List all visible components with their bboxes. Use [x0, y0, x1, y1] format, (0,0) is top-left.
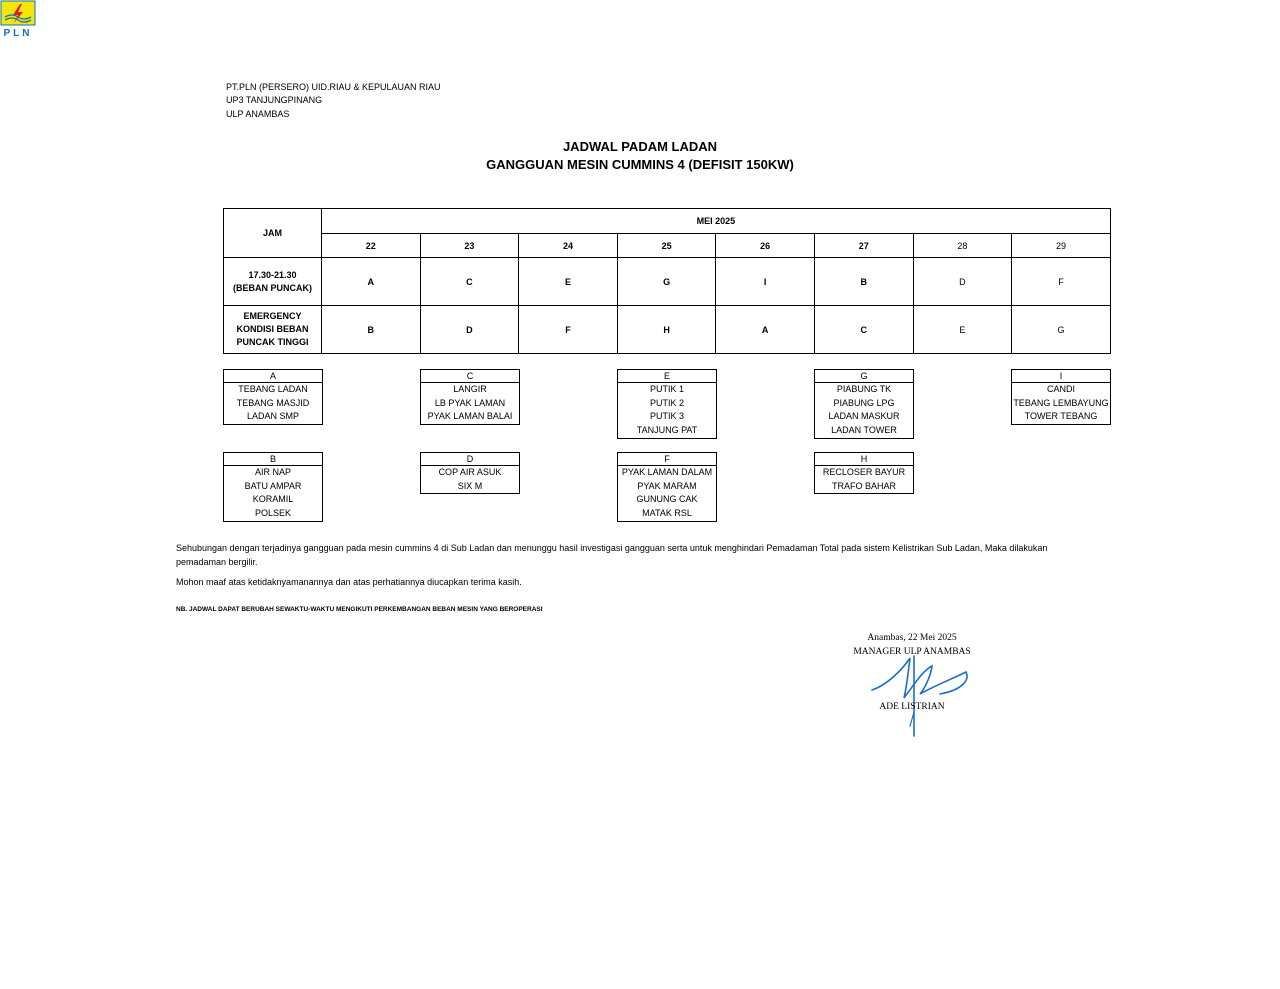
schedule-cell: E [913, 306, 1012, 354]
group-name: I [1012, 370, 1110, 383]
group-item: LADAN SMP [246, 411, 299, 422]
group-item: CANDI [1046, 384, 1075, 394]
group-item: RECLOSER BAYUR [822, 467, 906, 477]
signature-scribble [862, 650, 972, 740]
group-item: TOWER TEBANG [1024, 411, 1098, 422]
schedule-cell: F [519, 306, 618, 354]
group-item: COP AIR ASUK [438, 467, 502, 477]
logo-text: PLN [3, 28, 33, 38]
group-box-e [617, 369, 717, 439]
row-label-line: PUNCAK TINGGI [236, 337, 309, 347]
group-name: H [815, 453, 913, 466]
pln-logo [0, 0, 38, 38]
group-item: TEBANG MASJID [236, 397, 310, 408]
group-item: PYAK LAMAN BALAI [427, 411, 513, 422]
group-box-a [223, 369, 323, 425]
date-header: 25 [617, 234, 716, 258]
date-header: 26 [716, 234, 815, 258]
schedule-cell: A [716, 306, 815, 354]
group-item: PIABUNG TK [836, 384, 892, 394]
group-item: PUTIK 2 [649, 397, 684, 408]
group-item: TRAFO BAHAR [831, 480, 896, 491]
group-name: F [618, 453, 716, 466]
schedule-cell: D [913, 258, 1012, 306]
group-name: B [224, 453, 322, 466]
group-name: D [421, 453, 519, 466]
date-header: 29 [1012, 234, 1111, 258]
group-item: SIX M [457, 480, 483, 491]
org-line-3: ULP ANAMBAS [226, 109, 290, 119]
month-header: MEI 2025 [322, 209, 1111, 234]
group-item: MATAK RSL [642, 508, 692, 519]
apology-paragraph: Mohon maaf atas ketidaknyamanannya dan atas perhatiannya diucapkan terima kasih. [176, 577, 522, 587]
group-name: C [421, 370, 519, 383]
group-item: LB PYAK LAMAN [434, 397, 506, 408]
group-item: PYAK LAMAN DALAM [621, 467, 713, 477]
group-item: LADAN TOWER [831, 425, 897, 436]
group-box-d [420, 452, 520, 494]
date-header: 23 [420, 234, 519, 258]
signature-name: ADE LISTRIAN [879, 702, 945, 712]
group-item: LANGIR [453, 384, 487, 394]
group-box-i [1011, 369, 1111, 425]
row-label-emergency [224, 306, 322, 354]
group-box-h [814, 452, 914, 494]
page-title: JADWAL PADAM LADAN [562, 139, 718, 154]
group-item: AIR NAP [254, 467, 291, 477]
group-item: PUTIK 1 [649, 384, 684, 394]
group-name: A [224, 370, 322, 383]
schedule-cell: I [716, 258, 815, 306]
table-row-emergency [224, 306, 1111, 354]
signature-position: MANAGER ULP ANAMBAS [853, 647, 971, 657]
group-box-b [223, 452, 323, 522]
schedule-cell: E [519, 258, 618, 306]
group-box-g [814, 369, 914, 439]
group-item: TEBANG LADAN [238, 384, 308, 394]
row-label-line: EMERGENCY [243, 311, 302, 321]
schedule-cell: G [617, 258, 716, 306]
date-header: 27 [814, 234, 913, 258]
group-item: BATU AMPAR [244, 480, 302, 491]
row-label-line: (BEBAN PUNCAK) [233, 282, 312, 293]
group-item: POLSEK [254, 508, 292, 519]
group-item: LADAN MASKUR [828, 411, 900, 422]
row-label-peak [224, 258, 322, 306]
page-subtitle: GANGGUAN MESIN CUMMINS 4 (DEFISIT 150KW) [486, 157, 794, 172]
group-item: GUNUNG CAK [636, 494, 698, 505]
table-row-peak [224, 258, 1111, 306]
schedule-cell: C [420, 258, 519, 306]
date-header: 28 [913, 234, 1012, 258]
group-item: KORAMIL [252, 494, 294, 505]
schedule-table [223, 208, 1111, 354]
schedule-cell: F [1012, 258, 1111, 306]
schedule-cell: B [322, 306, 421, 354]
group-item: PYAK MARAM [637, 480, 697, 491]
schedule-cell: G [1012, 306, 1111, 354]
schedule-cell: C [814, 306, 913, 354]
group-item: TEBANG LEMBAYUNG [1013, 397, 1109, 408]
schedule-note: NB. JADWAL DAPAT BERUBAH SEWAKTU-WAKTU MENGIKUTI PERKEMBANGAN BEBAN MESIN YANG BEROPERASI [176, 606, 543, 613]
schedule-cell: A [322, 258, 421, 306]
jam-header: JAM [224, 209, 322, 258]
date-header: 24 [519, 234, 618, 258]
group-box-c [420, 369, 520, 425]
announcement-paragraph: Sehubungan dengan terjadinya gangguan pada mesin cummins 4 di Sub Ladan dan menunggu hasil investigasi gangguan serta untuk menghindari Pemadaman Total pada sistem Kelistrikan Sub Ladan, Maka dilakukan pemadaman bergilir. [176, 543, 1048, 567]
schedule-cell: D [420, 306, 519, 354]
group-box-f [617, 452, 717, 522]
group-item: PIABUNG LPG [833, 397, 895, 408]
group-name: G [815, 370, 913, 383]
org-line-1: PT.PLN (PERSERO) UID.RIAU & KEPULAUAN RIAU [226, 82, 441, 92]
row-label-line: KONDISI BEBAN [236, 324, 309, 334]
row-label-line: 17.30-21.30 [248, 269, 297, 280]
group-item: PUTIK 3 [649, 411, 684, 422]
schedule-cell: B [814, 258, 913, 306]
org-line-2: UP3 TANJUNGPINANG [226, 95, 323, 105]
group-item: TANJUNG PAT [636, 425, 698, 436]
signature-place-date: Anambas, 22 Mei 2025 [867, 633, 957, 643]
group-name: E [618, 370, 716, 383]
schedule-cell: H [617, 306, 716, 354]
date-header: 22 [322, 234, 421, 258]
